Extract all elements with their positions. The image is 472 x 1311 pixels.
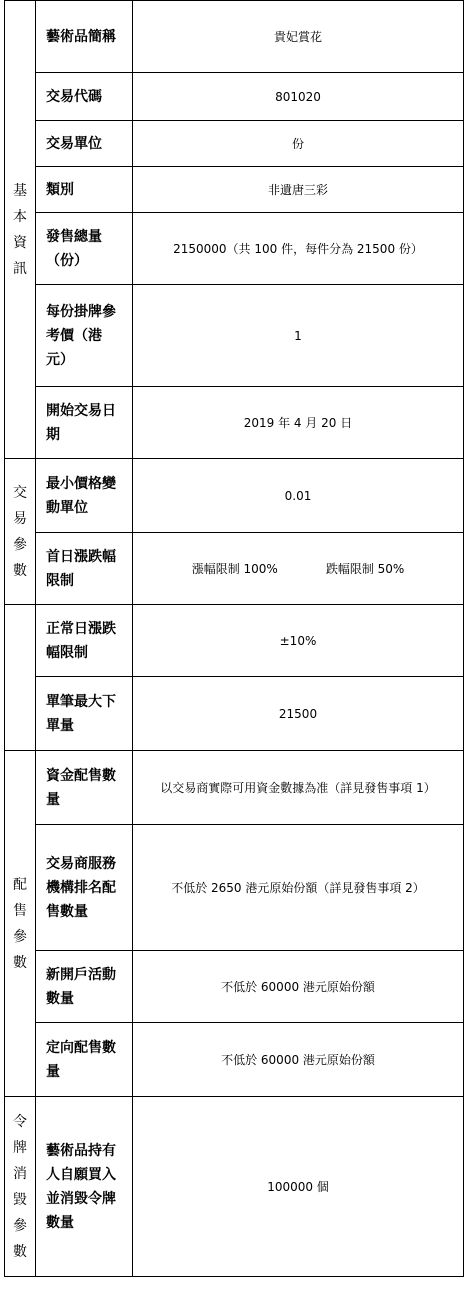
row-value: 0.01: [133, 459, 464, 533]
row-value: 21500: [133, 677, 464, 751]
row-label: 藝術品持有人自願買入並消毀令牌數量: [36, 1097, 133, 1277]
row-value: 不低於 2650 港元原始份額（詳見發售事項 2）: [133, 825, 464, 951]
table-row: [5, 1097, 464, 1277]
section-header-trading-params: 交易參數: [5, 459, 36, 605]
table-row: [5, 533, 464, 605]
document-table: [4, 0, 464, 1277]
row-label: 首日漲跌幅限制: [36, 533, 133, 605]
row-label: 類別: [36, 167, 133, 213]
table-row: [5, 121, 464, 167]
row-value: 不低於 60000 港元原始份額: [133, 951, 464, 1023]
table-row: [5, 677, 464, 751]
row-label: 最小價格變動單位: [36, 459, 133, 533]
table-row: [5, 213, 464, 285]
table-row: [5, 1023, 464, 1097]
table-row: [5, 825, 464, 951]
row-value: 以交易商實際可用資金數據為准（詳見發售事項 1）: [133, 751, 464, 825]
row-value: 非遺唐三彩: [133, 167, 464, 213]
row-value: 不低於 60000 港元原始份額: [133, 1023, 464, 1097]
table-row: [5, 73, 464, 121]
row-label: 單筆最大下單量: [36, 677, 133, 751]
table-row: [5, 167, 464, 213]
section-header-token-burn-params: 令牌消毀參數: [5, 1097, 36, 1277]
fall-limit-text: 跌幅限制 50%: [325, 561, 405, 576]
row-label: 藝術品簡稱: [36, 1, 133, 73]
rise-limit-text: 漲幅限制 100%: [191, 561, 278, 576]
table-row: [5, 605, 464, 677]
section-header-basic-info: 基本資訊: [5, 1, 36, 459]
section-header-untitled: [5, 605, 36, 751]
row-value: [133, 533, 464, 605]
table-row: [5, 1, 464, 73]
table-row: [5, 951, 464, 1023]
section-header-allotment-params: 配售參數: [5, 751, 36, 1097]
row-value: 100000 個: [133, 1097, 464, 1277]
row-value: 2150000（共 100 件，每件分為 21500 份）: [133, 213, 464, 285]
row-value: 貴妃賞花: [133, 1, 464, 73]
row-value: 801020: [133, 73, 464, 121]
row-label: 新開戶活動數量: [36, 951, 133, 1023]
row-label: 資金配售數量: [36, 751, 133, 825]
table-row: [5, 751, 464, 825]
row-value: 1: [133, 285, 464, 387]
table-row: [5, 459, 464, 533]
table-row: [5, 285, 464, 387]
row-label: 交易單位: [36, 121, 133, 167]
row-label: 正常日漲跌幅限制: [36, 605, 133, 677]
row-value: ±10%: [133, 605, 464, 677]
table-row: [5, 387, 464, 459]
row-label: 交易商服務機構排名配售數量: [36, 825, 133, 951]
row-label: 交易代碼: [36, 73, 133, 121]
row-value: 份: [133, 121, 464, 167]
row-label: 定向配售數量: [36, 1023, 133, 1097]
row-label: 開始交易日期: [36, 387, 133, 459]
row-label: 每份掛牌參考價（港元）: [36, 285, 133, 387]
row-label: 發售總量（份）: [36, 213, 133, 285]
row-value: 2019 年 4 月 20 日: [133, 387, 464, 459]
